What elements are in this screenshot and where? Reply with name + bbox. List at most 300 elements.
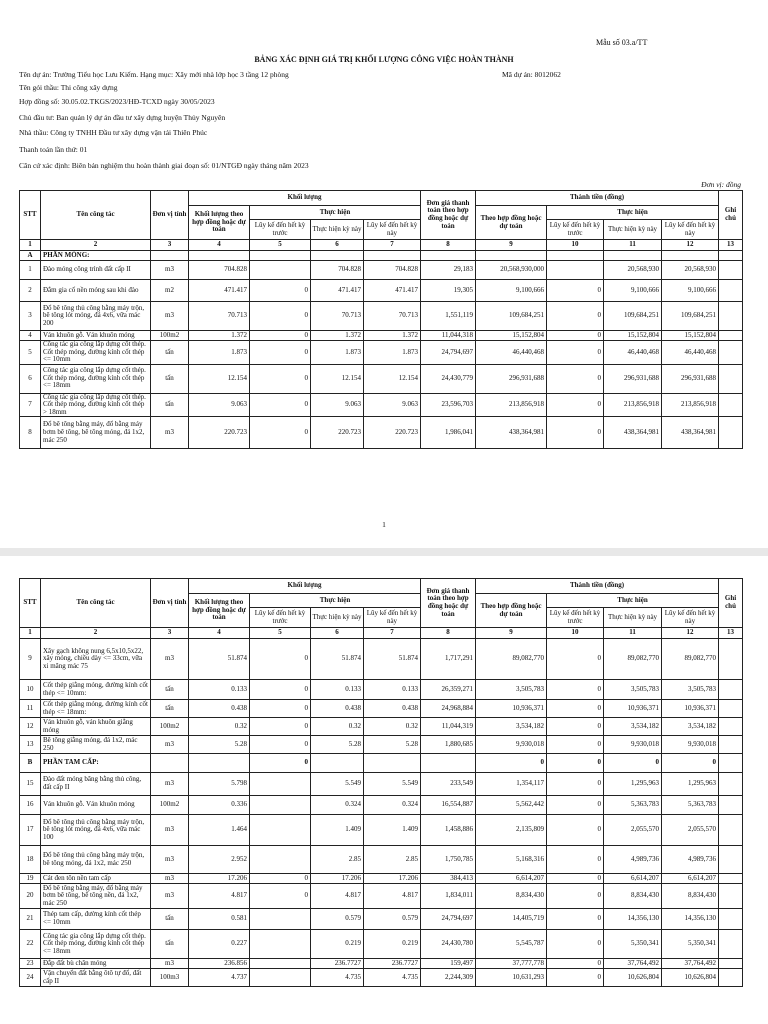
- row-amount-cum-prev: 0: [547, 718, 604, 736]
- row-amount-contract: 89,082,770: [476, 639, 547, 680]
- row-amount-cum-now: 15,152,804: [662, 331, 719, 341]
- header-amount: Thành tiền (đồng): [476, 579, 719, 594]
- row-unit-price: 19,305: [421, 280, 476, 302]
- row-amount-this-period: 10,936,371: [604, 700, 662, 718]
- row-unit-price: 1,458,886: [421, 815, 476, 846]
- row-volume-this-period: 471.417: [311, 280, 364, 302]
- column-number: 13: [719, 628, 743, 639]
- column-number: 4: [189, 628, 250, 639]
- row-amount-this-period: 0: [604, 754, 662, 773]
- row-unit-price: 384,413: [421, 874, 476, 884]
- row-volume-this-period: 0.219: [311, 930, 364, 959]
- row-amount-this-period: 6,614,207: [604, 874, 662, 884]
- row-amount-this-period: 213,856,918: [604, 393, 662, 417]
- header-volume-performed: Thực hiện: [250, 594, 421, 608]
- section-code: A: [20, 251, 41, 261]
- row-volume-contract: 1.873: [189, 341, 250, 365]
- row-volume-this-period: 0.32: [311, 718, 364, 736]
- table-row: [20, 280, 743, 302]
- table-row: [20, 680, 743, 700]
- row-amount-contract: 15,152,804: [476, 331, 547, 341]
- column-number: 2: [41, 240, 151, 251]
- row-volume-cum-now: 220.723: [364, 417, 421, 449]
- row-volume-cum-prev: [250, 930, 311, 959]
- row-amount-contract: 296,931,688: [476, 364, 547, 393]
- row-volume-cum-prev: [250, 909, 311, 930]
- row-amount-cum-prev: 0: [547, 700, 604, 718]
- row-work-name: Ván khuôn gỗ. Ván khuôn móng: [41, 331, 151, 341]
- row-stt: 22: [20, 930, 41, 959]
- row-amount-this-period: 46,440,468: [604, 341, 662, 365]
- row-amount-cum-prev: 0: [547, 417, 604, 449]
- row-volume-this-period: 0.579: [311, 909, 364, 930]
- row-volume-cum-now: 17.206: [364, 874, 421, 884]
- row-note: [719, 846, 743, 874]
- row-amount-contract: 37,777,778: [476, 959, 547, 969]
- page-number: 1: [382, 520, 386, 529]
- row-volume-contract: 471.417: [189, 280, 250, 302]
- row-volume-this-period: 51.874: [311, 639, 364, 680]
- row-stt: 9: [20, 639, 41, 680]
- column-number: 10: [547, 628, 604, 639]
- row-volume-cum-now: 4.735: [364, 969, 421, 987]
- row-volume-cum-prev: 0: [250, 364, 311, 393]
- row-volume-contract: 0.581: [189, 909, 250, 930]
- header-amount-performed: Thực hiện: [547, 206, 719, 220]
- row-unit-price: 1,880,685: [421, 736, 476, 754]
- row-amount-contract: 2,135,809: [476, 815, 547, 846]
- row-amount-cum-now: 296,931,688: [662, 364, 719, 393]
- row-volume-this-period: 704.828: [311, 261, 364, 280]
- row-volume-cum-now: 0.32: [364, 718, 421, 736]
- header-amount: Thành tiền (đồng): [476, 191, 719, 206]
- row-volume-this-period: 4.735: [311, 969, 364, 987]
- row-work-name: Cát đen tôn nền tam cấp: [41, 874, 151, 884]
- row-amount-cum-now: 438,364,981: [662, 417, 719, 449]
- row-amount-contract: 8,834,430: [476, 884, 547, 909]
- row-stt: 24: [20, 969, 41, 987]
- row-amount-cum-prev: 0: [547, 969, 604, 987]
- row-volume-cum-prev: 0: [250, 874, 311, 884]
- header-unit: Đơn vị tính: [151, 579, 189, 628]
- row-amount-cum-prev: 0: [547, 280, 604, 302]
- row-amount-cum-now: 213,856,918: [662, 393, 719, 417]
- row-work-name: Cốt thép giằng móng, đường kính cốt thép <= 10mm:: [41, 680, 151, 700]
- column-number: 8: [421, 240, 476, 251]
- row-amount-cum-now: 109,684,251: [662, 302, 719, 331]
- row-unit: m3: [151, 959, 189, 969]
- column-number: 11: [604, 240, 662, 251]
- row-note: [719, 331, 743, 341]
- row-amount-contract: 46,440,468: [476, 341, 547, 365]
- row-stt: 13: [20, 736, 41, 754]
- row-amount-cum-prev: 0: [547, 909, 604, 930]
- row-note: [719, 417, 743, 449]
- currency-unit: Đơn vị: đồng: [701, 180, 741, 189]
- row-amount-cum-now: 9,930,018: [662, 736, 719, 754]
- payment-number: Thanh toán lần thứ: 01: [19, 145, 88, 154]
- row-volume-cum-now: 2.85: [364, 846, 421, 874]
- column-number: 4: [189, 240, 250, 251]
- header-volume-cum-prev: Lũy kế đến hết kỳ trước: [250, 220, 311, 240]
- row-note: [719, 280, 743, 302]
- row-volume-contract: 12.154: [189, 364, 250, 393]
- row-amount-cum-now: 10,626,804: [662, 969, 719, 987]
- row-amount-this-period: 20,568,930: [604, 261, 662, 280]
- row-volume-cum-prev: 0: [250, 680, 311, 700]
- column-number: 9: [476, 628, 547, 639]
- row-work-name: Ván khuôn gỗ. Ván khuôn móng: [41, 796, 151, 815]
- row-amount-this-period: 5,363,783: [604, 796, 662, 815]
- row-unit-price: 159,497: [421, 959, 476, 969]
- table-row: [20, 341, 743, 365]
- row-unit-price: 1,834,011: [421, 884, 476, 909]
- row-amount-contract: 10,936,371: [476, 700, 547, 718]
- row-volume-this-period: 220.723: [311, 417, 364, 449]
- row-amount-contract: 5,545,787: [476, 930, 547, 959]
- row-amount-contract: 6,614,207: [476, 874, 547, 884]
- row-volume-cum-now: 51.874: [364, 639, 421, 680]
- header-amount-cum-now: Lũy kế đến hết kỳ này: [662, 220, 719, 240]
- row-amount-contract: 3,534,182: [476, 718, 547, 736]
- row-amount-cum-now: 2,055,570: [662, 815, 719, 846]
- row-stt: 12: [20, 718, 41, 736]
- table-row: [20, 261, 743, 280]
- row-amount-cum-prev: 0: [547, 930, 604, 959]
- row-work-name: Công tác gia công lắp dựng cốt thép. Cốt thép móng, đường kính cốt thép > 18mm: [41, 393, 151, 417]
- package-name: Tên gói thầu: Thi công xây dựng: [19, 83, 118, 92]
- row-volume-cum-now: 1.873: [364, 341, 421, 365]
- row-stt: 6: [20, 364, 41, 393]
- column-number: 5: [250, 240, 311, 251]
- header-volume: Khối lượng: [189, 191, 421, 206]
- column-number: 5: [250, 628, 311, 639]
- row-amount-cum-now: 20,568,930: [662, 261, 719, 280]
- row-stt: 1: [20, 261, 41, 280]
- row-amount-cum-prev: 0: [547, 364, 604, 393]
- row-volume-cum-prev: 0: [250, 393, 311, 417]
- row-note: [719, 393, 743, 417]
- investor: Chủ đầu tư: Ban quản lý dự án đầu tư xây dựng huyện Thủy Nguyên: [19, 113, 226, 122]
- row-stt: 18: [20, 846, 41, 874]
- header-amount-cum-prev: Lũy kế đến hết kỳ trước: [547, 220, 604, 240]
- row-amount-this-period: 2,055,570: [604, 815, 662, 846]
- row-volume-cum-now: 0.133: [364, 680, 421, 700]
- header-volume-cum-prev: Lũy kế đến hết kỳ trước: [250, 608, 311, 628]
- header-amount-cum-prev: Lũy kế đến hết kỳ trước: [547, 608, 604, 628]
- column-number: 12: [662, 240, 719, 251]
- row-volume-cum-prev: [250, 815, 311, 846]
- column-number: 9: [476, 240, 547, 251]
- row-amount-contract: 1,354,117: [476, 773, 547, 796]
- project-code: Mã dự án: 8012062: [502, 70, 561, 79]
- row-unit: tấn: [151, 680, 189, 700]
- row-note: [719, 874, 743, 884]
- row-amount-contract: 5,168,316: [476, 846, 547, 874]
- row-volume-this-period: 70.713: [311, 302, 364, 331]
- row-unit: 100m2: [151, 796, 189, 815]
- row-unit-price: 1,986,041: [421, 417, 476, 449]
- row-volume-contract: 0.227: [189, 930, 250, 959]
- row-amount-this-period: 3,534,182: [604, 718, 662, 736]
- row-unit: m3: [151, 846, 189, 874]
- row-volume-contract: 2.952: [189, 846, 250, 874]
- empty-cell: [250, 251, 311, 261]
- determination-basis: Căn cứ xác định: Biên bản nghiệm thu hoàn thành giai đoạn số: 01/NTGĐ ngày tháng năm 2023: [19, 161, 309, 170]
- row-amount-cum-prev: 0: [547, 680, 604, 700]
- row-amount-cum-prev: 0: [547, 639, 604, 680]
- table-row: [20, 959, 743, 969]
- column-number: 11: [604, 628, 662, 639]
- table-row: [20, 884, 743, 909]
- row-work-name: Vận chuyển đất bằng ôtô tự đổ, đất cấp II: [41, 969, 151, 987]
- row-note: [719, 773, 743, 796]
- row-note: [719, 815, 743, 846]
- row-unit-price: [421, 754, 476, 773]
- column-number: 13: [719, 240, 743, 251]
- row-unit: tấn: [151, 393, 189, 417]
- row-unit-price: 1,750,785: [421, 846, 476, 874]
- row-volume-this-period: 4.817: [311, 884, 364, 909]
- section-name: PHẦN MÓNG:: [41, 251, 151, 261]
- row-unit: tấn: [151, 930, 189, 959]
- table-row: [20, 364, 743, 393]
- row-work-name: Cốt thép giằng móng, đường kính cốt thép <= 18mm:: [41, 700, 151, 718]
- header-volume-this-period: Thực hiện kỳ này: [311, 608, 364, 628]
- header-volume-performed: Thực hiện: [250, 206, 421, 220]
- row-stt: 20: [20, 884, 41, 909]
- row-unit: tấn: [151, 909, 189, 930]
- row-volume-cum-prev: [250, 846, 311, 874]
- row-volume-cum-prev: [250, 261, 311, 280]
- row-work-name: Đào móng công trình đất cấp II: [41, 261, 151, 280]
- row-amount-cum-now: 3,505,783: [662, 680, 719, 700]
- row-work-name: Đổ bê tông thủ công bằng máy trộn, bê tông lót móng, đá 4x6, vữa mác 100: [41, 815, 151, 846]
- row-unit: m3: [151, 773, 189, 796]
- table-row: [20, 930, 743, 959]
- row-volume-contract: 51.874: [189, 639, 250, 680]
- row-amount-cum-now: 6,614,207: [662, 874, 719, 884]
- empty-cell: [547, 251, 604, 261]
- row-work-name: Công tác gia công lắp dựng cốt thép. Cốt thép móng, đường kính cốt thép <= 18mm: [41, 364, 151, 393]
- row-stt: 8: [20, 417, 41, 449]
- row-stt: 7: [20, 393, 41, 417]
- row-amount-contract: 9,100,666: [476, 280, 547, 302]
- table-row: [20, 815, 743, 846]
- row-amount-cum-prev: 0: [547, 341, 604, 365]
- row-note: [719, 364, 743, 393]
- column-number: 12: [662, 628, 719, 639]
- row-note: [719, 341, 743, 365]
- row-unit-price: 29,183: [421, 261, 476, 280]
- row-volume-cum-now: 1.409: [364, 815, 421, 846]
- row-work-name: Công tác gia công lắp dựng cốt thép. Cốt thép móng, đường kính cốt thép <= 18mm: [41, 930, 151, 959]
- row-amount-contract: 10,631,293: [476, 969, 547, 987]
- row-volume-this-period: 0.324: [311, 796, 364, 815]
- row-volume-contract: 70.713: [189, 302, 250, 331]
- header-work-name: Tên công tác: [41, 579, 151, 628]
- section-row: [20, 251, 743, 261]
- row-volume-cum-now: 5.28: [364, 736, 421, 754]
- row-unit: 100m2: [151, 331, 189, 341]
- column-number: 2: [41, 628, 151, 639]
- row-note: [719, 261, 743, 280]
- row-volume-contract: 0.336: [189, 796, 250, 815]
- row-stt: 11: [20, 700, 41, 718]
- row-volume-this-period: 12.154: [311, 364, 364, 393]
- row-unit: m3: [151, 884, 189, 909]
- row-volume-cum-prev: 0: [250, 302, 311, 331]
- row-amount-this-period: 5,350,341: [604, 930, 662, 959]
- column-number: 8: [421, 628, 476, 639]
- row-amount-cum-prev: 0: [547, 815, 604, 846]
- section-row: [20, 754, 743, 773]
- row-volume-this-period: 17.206: [311, 874, 364, 884]
- row-volume-cum-now: 12.154: [364, 364, 421, 393]
- header-unit-price: Đơn giá thanh toán theo hợp đồng hoặc dự toán: [421, 579, 476, 628]
- row-work-name: Đổ bê tông thủ công bằng máy trộn, bê tông lót móng, đá 4x6, vữa mác 200: [41, 302, 151, 331]
- row-volume-cum-prev: 0: [250, 700, 311, 718]
- row-work-name: Đắp đất bù chân móng: [41, 959, 151, 969]
- row-unit: m3: [151, 261, 189, 280]
- empty-cell: [476, 251, 547, 261]
- header-stt: STT: [20, 191, 41, 240]
- table-row: [20, 796, 743, 815]
- row-note: [719, 909, 743, 930]
- row-volume-cum-prev: 0: [250, 718, 311, 736]
- row-amount-cum-prev: 0: [547, 302, 604, 331]
- row-work-name: Ván khuôn gỗ, ván khuôn giằng móng: [41, 718, 151, 736]
- row-amount-cum-prev: 0: [547, 331, 604, 341]
- row-amount-contract: 20,568,930,000: [476, 261, 547, 280]
- row-unit-price: 24,430,780: [421, 930, 476, 959]
- row-volume-cum-prev: [250, 796, 311, 815]
- row-volume-cum-now: 0.438: [364, 700, 421, 718]
- row-amount-this-period: 89,082,770: [604, 639, 662, 680]
- row-unit: m3: [151, 302, 189, 331]
- row-note: [719, 796, 743, 815]
- row-volume-contract: 0.133: [189, 680, 250, 700]
- row-amount-this-period: 438,364,981: [604, 417, 662, 449]
- row-note: [719, 736, 743, 754]
- header-amount-contract: Theo hợp đồng hoặc dự toán: [476, 206, 547, 240]
- row-note: [719, 969, 743, 987]
- row-note: [719, 700, 743, 718]
- row-note: [719, 754, 743, 773]
- row-volume-this-period: 1.372: [311, 331, 364, 341]
- header-amount-this-period: Thực hiện kỳ này: [604, 220, 662, 240]
- row-note: [719, 930, 743, 959]
- row-volume-this-period: 236.7727: [311, 959, 364, 969]
- row-unit: tấn: [151, 341, 189, 365]
- row-unit-price: 11,044,318: [421, 331, 476, 341]
- column-number: 6: [311, 240, 364, 251]
- table-row: [20, 417, 743, 449]
- row-amount-cum-now: 5,350,341: [662, 930, 719, 959]
- row-volume-this-period: 0.133: [311, 680, 364, 700]
- row-amount-cum-prev: 0: [547, 393, 604, 417]
- empty-cell: [604, 251, 662, 261]
- row-volume-contract: 704.828: [189, 261, 250, 280]
- row-stt: 2: [20, 280, 41, 302]
- row-amount-cum-prev: 0: [547, 846, 604, 874]
- row-unit-price: 1,551,119: [421, 302, 476, 331]
- project-name: Tên dự án: Trường Tiểu học Lưu Kiếm. Hạng mục: Xây mới nhà lớp học 3 tầng 12 phòng: [19, 70, 289, 79]
- table-row: [20, 331, 743, 341]
- column-number: 3: [151, 240, 189, 251]
- column-number: 1: [20, 240, 41, 251]
- row-amount-cum-now: 3,534,182: [662, 718, 719, 736]
- row-volume-this-period: 1.873: [311, 341, 364, 365]
- row-amount-cum-now: 0: [662, 754, 719, 773]
- row-amount-this-period: 1,295,963: [604, 773, 662, 796]
- row-amount-this-period: 296,931,688: [604, 364, 662, 393]
- row-unit-price: 2,244,309: [421, 969, 476, 987]
- row-stt: 16: [20, 796, 41, 815]
- row-volume-cum-prev: 0: [250, 884, 311, 909]
- row-unit-price: 233,549: [421, 773, 476, 796]
- column-number: 1: [20, 628, 41, 639]
- empty-cell: [421, 251, 476, 261]
- row-volume-cum-prev: 0: [250, 341, 311, 365]
- row-work-name: Bê tông giằng móng, đá 1x2, mác 250: [41, 736, 151, 754]
- row-note: [719, 884, 743, 909]
- header-volume-contract: Khối lượng theo hợp đồng hoặc dự toán: [189, 594, 250, 628]
- table-row: [20, 718, 743, 736]
- row-amount-cum-prev: [547, 261, 604, 280]
- row-amount-contract: 109,684,251: [476, 302, 547, 331]
- row-work-name: Đổ bê tông bằng máy, đổ bằng máy bơm bê tông, bê tông móng, đá 1x2, mác 250: [41, 417, 151, 449]
- row-work-name: Xây gạch không nung 6,5x10,5x22, xây móng, chiều dày <= 33cm, vữa xi măng mác 75: [41, 639, 151, 680]
- row-amount-cum-now: 8,834,430: [662, 884, 719, 909]
- row-volume-contract: 4.737: [189, 969, 250, 987]
- row-stt: 23: [20, 959, 41, 969]
- row-volume-cum-now: 4.817: [364, 884, 421, 909]
- row-unit: m2: [151, 280, 189, 302]
- row-stt: 15: [20, 773, 41, 796]
- row-work-name: Đổ bê tông thủ công bằng máy trộn, bê tông móng, đá 1x2, mác 250: [41, 846, 151, 874]
- row-unit: 100m2: [151, 718, 189, 736]
- row-volume-this-period: 0.438: [311, 700, 364, 718]
- row-volume-this-period: 1.409: [311, 815, 364, 846]
- row-note: [719, 639, 743, 680]
- row-amount-cum-prev: 0: [547, 796, 604, 815]
- table-row: [20, 639, 743, 680]
- row-amount-cum-prev: 0: [547, 773, 604, 796]
- row-stt: 3: [20, 302, 41, 331]
- row-note: [719, 718, 743, 736]
- row-volume-contract: 5.28: [189, 736, 250, 754]
- row-stt: 4: [20, 331, 41, 341]
- row-unit-price: 24,430,779: [421, 364, 476, 393]
- row-volume-cum-now: 471.417: [364, 280, 421, 302]
- row-amount-this-period: 4,989,736: [604, 846, 662, 874]
- contract-number: Hợp đồng số: 30.05.02.TKGS/2023/HĐ-TCXD ngày 30/05/2023: [19, 97, 215, 106]
- header-volume-cum-now: Lũy kế đến hết kỳ này: [364, 608, 421, 628]
- header-unit: Đơn vị tính: [151, 191, 189, 240]
- row-unit: m3: [151, 736, 189, 754]
- row-unit: tấn: [151, 364, 189, 393]
- table-row: [20, 909, 743, 930]
- row-volume-cum-prev: [250, 969, 311, 987]
- row-unit: 100m3: [151, 969, 189, 987]
- row-amount-contract: 3,505,783: [476, 680, 547, 700]
- row-amount-this-period: 109,684,251: [604, 302, 662, 331]
- row-amount-contract: 438,364,981: [476, 417, 547, 449]
- header-volume: Khối lượng: [189, 579, 421, 594]
- table-row: [20, 302, 743, 331]
- row-volume-cum-prev: [250, 959, 311, 969]
